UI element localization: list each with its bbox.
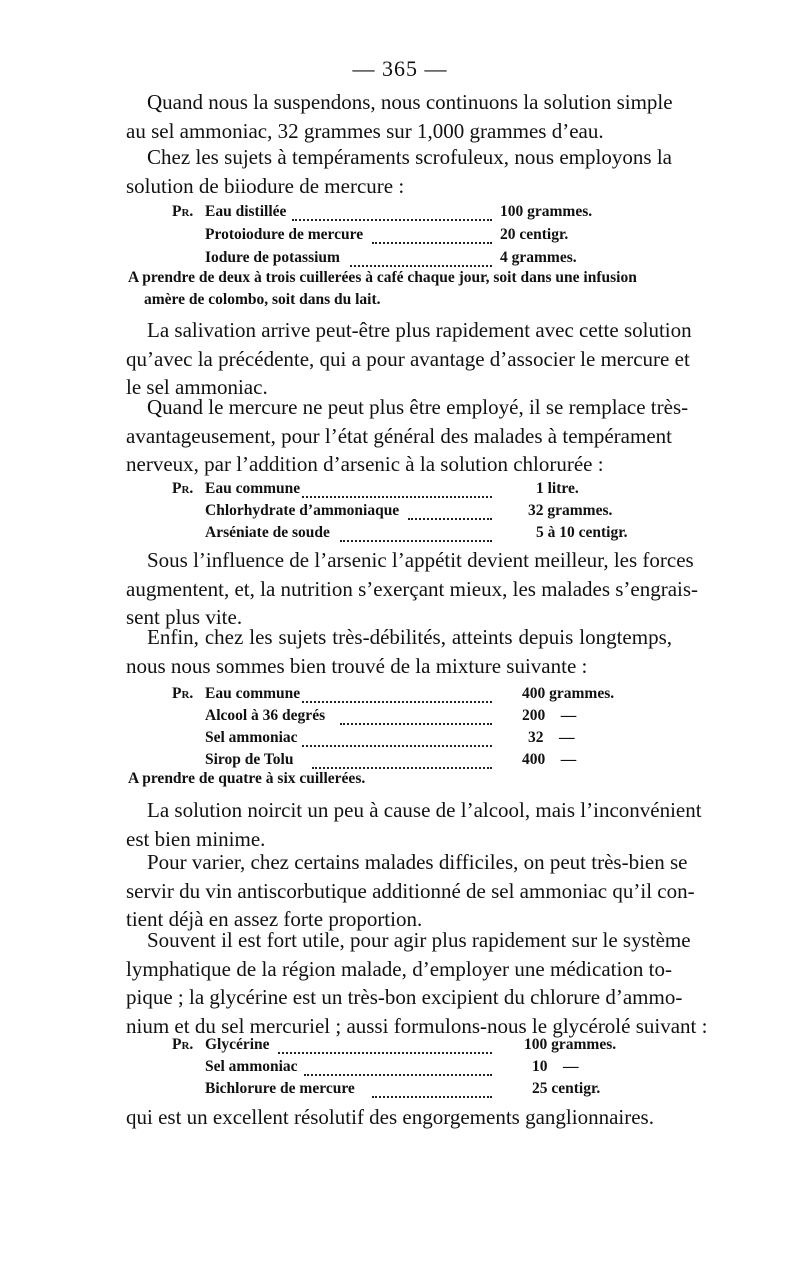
ingredient-name: Arséniate de soude xyxy=(205,524,330,541)
text-line: qu’avec la précédente, qui a pour avantage d’associer le mercure et xyxy=(126,346,690,371)
text-line: La solution noircit un peu à cause de l’alcool, mais l’inconvénient xyxy=(147,798,702,822)
leader-dots xyxy=(304,1052,492,1076)
ingredient-name: Sel ammoniac xyxy=(205,1058,298,1075)
ingredient-name: Eau commune xyxy=(205,480,301,497)
ingredient-name: Protoiodure de mercure xyxy=(205,226,364,243)
text-line: est bien minime. xyxy=(126,826,266,851)
note-2 xyxy=(128,768,672,790)
note-line: amère de colombo, soit dans du lait. xyxy=(144,291,381,308)
ingredient-name: Eau commune xyxy=(205,685,301,702)
text-line: Chez les sujets à tempéraments scrofuleux, nous employons la xyxy=(147,145,672,169)
ingredient-name: Glycérine xyxy=(205,1036,270,1053)
ingredient-name: Sel ammoniac xyxy=(205,729,298,746)
ingredient-quantity: 100 grammes. xyxy=(500,203,593,220)
ingredient-quantity: 4 grammes. xyxy=(500,249,577,266)
paragraph-8 xyxy=(126,848,695,934)
leader-dots xyxy=(312,745,492,769)
ingredient-name: Sirop de Tolu xyxy=(205,751,294,768)
ingredient-quantity: 400 — xyxy=(522,751,577,768)
leader-dots xyxy=(408,496,492,520)
text-line: lymphatique de la région malade, d’employer une médication to- xyxy=(126,956,672,981)
text-line: avantageusement, pour l’état général des malades à tempérament xyxy=(126,423,672,448)
text-line: Souvent il est fort utile, pour agir plus rapidement sur le système xyxy=(147,928,691,952)
text-line: sent plus vite. xyxy=(126,605,243,629)
paragraph-5 xyxy=(126,546,699,632)
text-line: nerveux, par l’addition d’arsenic à la solution chlorurée : xyxy=(126,452,604,476)
paragraph-4 xyxy=(126,393,689,479)
paragraph-6 xyxy=(126,623,672,680)
note-line: A prendre de quatre à six cuillerées. xyxy=(128,770,366,787)
leader-dots xyxy=(372,1074,492,1098)
ingredient-quantity: 10 — xyxy=(532,1058,579,1075)
text-line: le sel ammoniac. xyxy=(126,375,268,399)
paragraph-2 xyxy=(126,143,672,200)
text-line: Enfin, chez les sujets très-débilités, atteints depuis longtemps, xyxy=(147,625,672,649)
note-1 xyxy=(128,267,672,311)
recipe-prefix: Pr. xyxy=(172,1036,194,1053)
page-number: — 365 — xyxy=(352,56,448,81)
text-line: qui est un excellent résolutif des engorgements ganglionnaires. xyxy=(126,1105,654,1129)
text-line: augmentent, et, la nutrition s’exerçant mieux, les malades s’engrais- xyxy=(126,576,699,601)
ingredient-quantity: 200 — xyxy=(522,707,577,724)
ingredient-quantity: 5 à 10 centigr. xyxy=(536,524,628,541)
recipe-prefix: Pr. xyxy=(172,203,194,220)
paragraph-10 xyxy=(126,1103,672,1132)
recipe-prefix: Pr. xyxy=(172,480,194,497)
paragraph-7 xyxy=(126,796,702,853)
recipe-prefix: Pr. xyxy=(172,685,194,702)
ingredient-quantity: 32 — xyxy=(528,729,575,746)
ingredient-name: Alcool à 36 degrés xyxy=(205,707,326,724)
note-line: A prendre de deux à trois cuillerées à café chaque jour, soit dans une infusion xyxy=(128,269,637,286)
leader-dots xyxy=(350,243,492,267)
text-line: pique ; la glycérine est un très-bon excipient du chlorure d’ammo- xyxy=(126,985,683,1009)
text-line: nium et du sel mercuriel ; aussi formulons-nous le glycérolé suivant : xyxy=(126,1013,708,1038)
ingredient-quantity: 20 centigr. xyxy=(500,226,569,243)
leader-dots xyxy=(302,679,492,703)
leader-dots xyxy=(340,701,492,725)
text-line: solution de biiodure de mercure : xyxy=(126,173,405,198)
text-line: servir du vin antiscorbutique additionné de sel ammoniac qu’il con- xyxy=(126,878,695,903)
leader-dots xyxy=(340,518,492,542)
ingredient-name: Bichlorure de mercure xyxy=(205,1080,355,1097)
text-line: Quand le mercure ne peut plus être employé, il se remplace très- xyxy=(147,395,689,419)
ingredient-quantity: 32 grammes. xyxy=(528,502,613,519)
leader-dots xyxy=(302,474,492,498)
text-line: La salivation arrive peut-être plus rapidement avec cette solution xyxy=(147,318,692,342)
leader-dots xyxy=(302,723,492,747)
text-line: tient déjà en assez forte proportion. xyxy=(126,907,423,931)
paragraph-3 xyxy=(126,316,692,402)
leader-dots xyxy=(292,197,492,221)
ingredient-quantity: 25 centigr. xyxy=(532,1080,601,1097)
leader-dots xyxy=(372,220,492,244)
ingredient-quantity: 400 grammes. xyxy=(522,685,615,702)
text-line: au sel ammoniac, 32 grammes sur 1,000 grammes d’eau. xyxy=(126,118,604,143)
leader-dots xyxy=(278,1030,492,1054)
text-line: Pour varier, chez certains malades difficiles, on peut très-bien se xyxy=(147,850,688,874)
ingredient-name: Eau distillée xyxy=(205,203,287,220)
ingredient-quantity: 1 litre. xyxy=(536,480,579,497)
ingredient-name: Chlorhydrate d’ammoniaque xyxy=(205,502,400,519)
text-line: Quand nous la suspendons, nous continuons la solution simple xyxy=(147,90,673,114)
ingredient-quantity: 100 grammes. xyxy=(524,1036,617,1053)
paragraph-9 xyxy=(126,926,708,1040)
text-line: Sous l’influence de l’arsenic l’appétit devient meilleur, les forces xyxy=(147,548,694,572)
paragraph-1 xyxy=(126,88,672,145)
text-line: nous nous sommes bien trouvé de la mixture suivante : xyxy=(126,653,588,678)
ingredient-name: Iodure de potassium xyxy=(205,249,340,266)
